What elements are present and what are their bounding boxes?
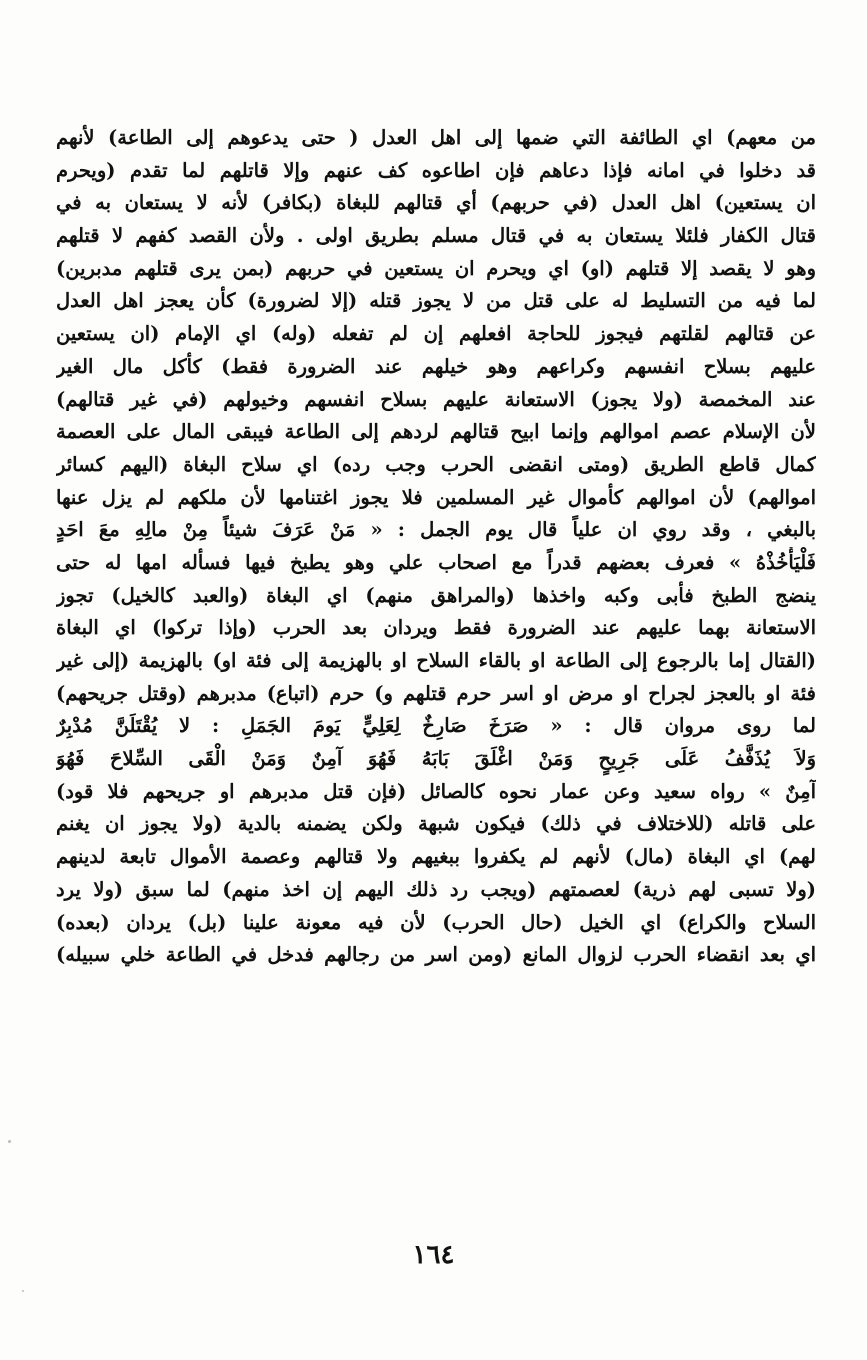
text-line: آمِنٌ » رواه سعيد وعن عمار نحوه كالصائل (فإن قتل مدبرهم او جريحهم فلا قود)	[56, 779, 816, 803]
text-line: اي بعد انقضاء الحرب لزوال المانع (ومن اسر من رجالهم فدخل في الطاعة خلي سبيله)	[56, 943, 816, 967]
body-text	[56, 122, 816, 972]
text-line: فئة او بالعجز لجراح او مرض او اسر حرم قتلهم و) حرم (اتباع) مدبرهم (وقتل جريحهم)	[56, 681, 816, 705]
text-line: قد دخلوا في امانه فإذا دعاهم فإن اطاعوه كف عنهم وإلا قاتلهم لما تقدم (ويحرم	[56, 158, 816, 182]
scan-speck	[22, 1290, 24, 1292]
text-line: من معهم) اي الطائفة التي ضمها إلى اهل العدل ( حتى يدعوهم إلى الطاعة) لأنهم	[56, 126, 816, 149]
text-line: كمال قاطع الطريق (ومتى انقضى الحرب وجب رده) اي سلاح البغاة (اليهم كسائر	[56, 452, 816, 476]
text-line: بالبغي ، وقد روي ان علياً قال يوم الجمل : « مَنْ عَرَفَ شيئاً مِنْ مالِهِ معَ احَدٍ	[56, 518, 816, 542]
text-line: (ولا تسبى لهم ذرية) لعصمتهم (ويجب رد ذلك اليهم إن اخذ منهم) لما سبق (ولا يرد	[56, 877, 816, 901]
text-line: وهو لا يقصد إلا قتلهم (او) اي ويحرم ان يستعين في حربهم (بمن يرى قتلهم مدبرين)	[56, 256, 816, 280]
text-line: (القتال إما بالرجوع إلى الطاعة او بالقاء السلاح او بالهزيمة إلى فئة او) بالهزيمة (إلى غير	[56, 649, 816, 672]
text-line: قتال الكفار فلئلا يستعان به في قتال مسلم بطريق اولى . ولأن القصد كفهم لا قتلهم	[56, 224, 816, 248]
text-line: لأن الإسلام عصم اموالهم وإنما ابيح قتالهم لردهم إلى الطاعة فيبقى المال على العصمة	[56, 420, 816, 444]
text-line: لما روى مروان قال : « صَرَخَ صَارِخٌ لِعَلِيٍّ يَومَ الجَمَلِ : لا يُقْتَلَنَّ مُدْبِرٌ	[56, 714, 816, 738]
text-line: على قاتله (للاختلاف في ذلك) فيكون شبهة ولكن يضمنه بالدية (ولا يجوز ان يغنم	[56, 812, 816, 836]
text-line: السلاح والكراع) اي الخيل (حال الحرب) لأن فيه معونة علينا (بل) يردان (بعده)	[56, 910, 816, 934]
text-line: اموالهم) لأن اموالهم كأموال غير المسلمين فلا يجوز اغتنامها لأن ملكهم لم يزل عنها	[56, 485, 816, 509]
page-number: ١٦٤	[412, 1240, 455, 1270]
text-line: وَلاَ يُذَفَّفُ عَلَى جَرِيحٍ وَمَنْ اغْلَقَ بَابَهُ فَهُوَ آمِنٌ وَمَنْ الْقَى السِّلاحَ فَهُوَ	[56, 747, 816, 771]
text-line: الاستعانة بهما عليهم عند الضرورة فقط ويردان بعد الحرب (وإذا تركوا) اي البغاة	[56, 616, 816, 640]
scan-speck	[8, 1140, 11, 1143]
text-line: عليهم بسلاح انفسهم وكراعهم وهو خيلهم عند الضرورة فقط) كأكل مال الغير	[56, 354, 816, 378]
text-line: فَلْيَأْخُذْهُ » فعرف بعضهم قدراً مع اصحاب علي وهو يطبخ فيها فسأله امها له حتى	[56, 550, 816, 574]
text-line: عن قتالهم لقلتهم فيجوز للحاجة افعلهم إن لم تفعله (وله) اي الإمام (ان يستعين	[56, 322, 816, 346]
text-line: عند المخمصة (ولا يجوز) الاستعانة عليهم بسلاح انفسهم وخيولهم (في غير قتالهم)	[56, 387, 816, 411]
text-line: ان يستعين) اهل العدل (في حربهم) أي قتالهم للبغاة (بكافر) لأنه لا يستعان به في	[56, 191, 816, 215]
text-line: ينضج الطبخ فأبى وكبه واخذها (والمراهق منهم) اي البغاة (والعبد كالخيل) تجوز	[56, 583, 816, 607]
text-line: لهم) اي البغاة (مال) لأنهم لم يكفروا ببغيهم ولا قتالهم وعصمة الأموال تابعة لدينهم	[56, 845, 816, 869]
text-line: لما فيه من التسليط له على قتل من لا يجوز قتله (إلا لضرورة) كأن يعجز اهل العدل	[56, 289, 816, 313]
